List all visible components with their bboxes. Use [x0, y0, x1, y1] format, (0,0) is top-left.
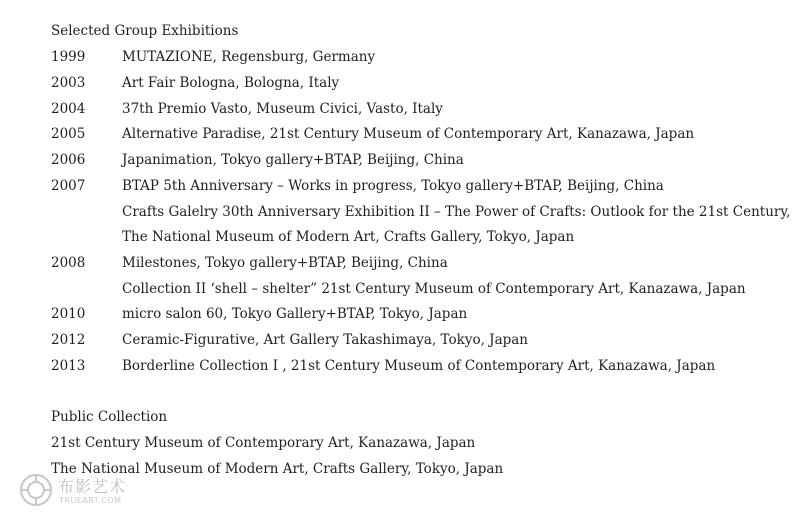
- exhibition-entry: BTAP 5th Anniversary – Works in progress, Tokyo gallery+BTAP, Beijing, China: [122, 178, 664, 194]
- exhibition-entry: Milestones, Tokyo gallery+BTAP, Beijing, China: [122, 255, 448, 271]
- collection-item: 21st Century Museum of Contemporary Art, Kanazawa, Japan: [51, 435, 476, 451]
- exhibition-year: 2006: [51, 152, 86, 168]
- exhibition-entry: Borderline Collection Ⅰ , 21st Century Museum of Contemporary Art, Kanazawa, Japan: [122, 358, 716, 374]
- exhibition-entry: micro salon 60, Tokyo Gallery+BTAP, Tokyo, Japan: [122, 306, 468, 322]
- exhibition-entry: Ceramic-Figurative, Art Gallery Takashimaya, Tokyo, Japan: [122, 332, 529, 348]
- exhibition-year: 2004: [51, 101, 86, 117]
- exhibition-entry: Art Fair Bologna, Bologna, Italy: [122, 75, 340, 91]
- exhibition-year: 2008: [51, 255, 86, 271]
- group-exhibitions-heading: Selected Group Exhibitions: [51, 23, 239, 39]
- exhibition-entry: Alternative Paradise, 21st Century Museum of Contemporary Art, Kanazawa, Japan: [122, 126, 695, 142]
- exhibition-entry: The National Museum of Modern Art, Crafts Gallery, Tokyo, Japan: [122, 229, 575, 245]
- exhibition-year: 2007: [51, 178, 86, 194]
- public-collection-heading: Public Collection: [51, 409, 168, 425]
- exhibition-entry: 37th Premio Vasto, Museum Civici, Vasto, Italy: [122, 101, 443, 117]
- collection-item: The National Museum of Modern Art, Crafts Gallery, Tokyo, Japan: [51, 461, 504, 477]
- exhibition-entry: Crafts Galelry 30th Anniversary Exhibition II – The Power of Crafts: Outlook for the 21st Century,: [122, 204, 791, 220]
- exhibition-year: 2012: [51, 332, 86, 348]
- exhibition-entry: Collection II ‘shell – shelter” 21st Century Museum of Contemporary Art, Kanazawa, Japan: [122, 281, 746, 297]
- exhibition-year: 1999: [51, 49, 86, 65]
- exhibition-year: 2005: [51, 126, 86, 142]
- watermark: [18, 468, 168, 514]
- watermark-logo-icon: [18, 472, 54, 508]
- exhibition-year: 2013: [51, 358, 86, 374]
- watermark-subtitle: TRUEART.COM: [59, 496, 122, 505]
- exhibition-year: 2003: [51, 75, 86, 91]
- exhibition-year: 2010: [51, 306, 86, 322]
- watermark-title: 布影艺术: [58, 477, 127, 496]
- exhibition-entry: MUTAZIONE, Regensburg, Germany: [122, 49, 376, 65]
- exhibition-entry: Japanimation, Tokyo gallery+BTAP, Beijing, China: [122, 152, 464, 168]
